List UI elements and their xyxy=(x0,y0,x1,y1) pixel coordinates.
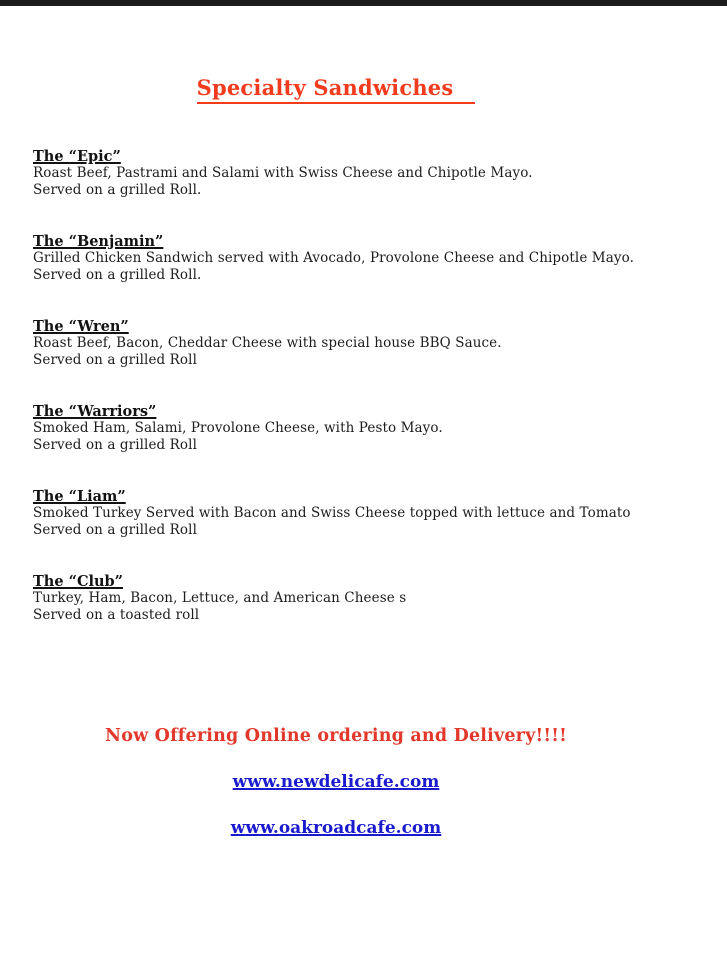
menu-item xyxy=(33,148,727,199)
menu-list xyxy=(33,148,727,658)
menu-item xyxy=(33,488,727,539)
menu-item-name: The “Liam” xyxy=(33,488,126,505)
menu-item-name: The “Club” xyxy=(33,573,124,590)
title-row xyxy=(0,75,672,104)
link-newdelicafe[interactable]: www.newdelicafe.com xyxy=(232,772,440,792)
menu-item xyxy=(33,318,727,369)
menu-item xyxy=(33,233,727,284)
menu-item-description: Roast Beef, Bacon, Cheddar Cheese with special house BBQ Sauce. xyxy=(33,335,502,351)
menu-item-description: Grilled Chicken Sandwich served with Avocado, Provolone Cheese and Chipotle Mayo. xyxy=(33,250,634,266)
page-title: Specialty Sandwiches xyxy=(197,75,476,104)
menu-item-description: Roast Beef, Pastrami and Salami with Swiss Cheese and Chipotle Mayo. xyxy=(33,165,533,181)
menu-item xyxy=(33,403,727,454)
promo-row xyxy=(0,726,672,746)
menu-item-serving: Served on a grilled Roll. xyxy=(33,182,202,198)
menu-item-serving: Served on a grilled Roll xyxy=(33,352,197,368)
menu-item-description: Smoked Ham, Salami, Provolone Cheese, with Pesto Mayo. xyxy=(33,420,443,436)
menu-item-serving: Served on a grilled Roll xyxy=(33,437,197,453)
menu-item-serving: Served on a toasted roll xyxy=(33,607,200,623)
menu-item-description: Smoked Turkey Served with Bacon and Swiss Cheese topped with lettuce and Tomato xyxy=(33,505,631,521)
menu-item-description: Turkey, Ham, Bacon, Lettuce, and American Cheese s xyxy=(33,590,407,606)
menu-item-name: The “Epic” xyxy=(33,148,121,165)
link-row-newdelicafe xyxy=(0,772,672,792)
menu-item xyxy=(33,573,727,624)
top-edge-bar xyxy=(0,0,727,6)
link-oakroadcafe[interactable]: www.oakroadcafe.com xyxy=(230,818,442,838)
menu-item-serving: Served on a grilled Roll xyxy=(33,522,197,538)
menu-item-serving: Served on a grilled Roll. xyxy=(33,267,202,283)
menu-item-name: The “Warriors” xyxy=(33,403,157,420)
link-row-oakroadcafe xyxy=(0,818,672,838)
promo-text: Now Offering Online ordering and Delivery!!!! xyxy=(105,726,567,746)
menu-item-name: The “Wren” xyxy=(33,318,129,335)
menu-item-name: The “Benjamin” xyxy=(33,233,164,250)
